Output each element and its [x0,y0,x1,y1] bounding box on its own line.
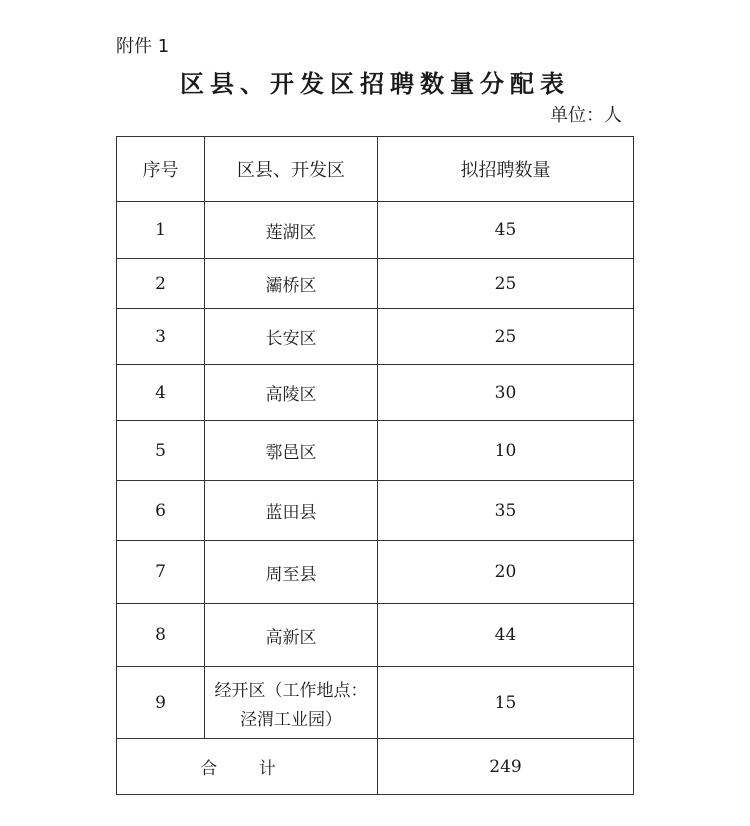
column-header-district: 区县、开发区 [205,137,378,202]
row-count: 20 [378,541,634,604]
row-count: 45 [378,202,634,259]
row-serial: 5 [117,421,205,481]
row-district: 高陵区 [205,365,378,421]
allocation-table [116,136,634,795]
row-district: 灞桥区 [205,259,378,309]
row-count: 10 [378,421,634,481]
row-district: 莲湖区 [205,202,378,259]
row-district: 周至县 [205,541,378,604]
row-serial: 6 [117,481,205,541]
row-count: 44 [378,604,634,667]
total-count: 249 [378,739,634,795]
row-serial: 1 [117,202,205,259]
total-label: 合 计 [117,739,378,795]
table-row [117,667,634,739]
column-header-serial: 序号 [117,137,205,202]
total-row [117,739,634,795]
table-row [117,202,634,259]
table-row [117,481,634,541]
row-count: 35 [378,481,634,541]
attachment-label: 附件 1 [116,36,170,57]
row-serial: 2 [117,259,205,309]
row-count: 30 [378,365,634,421]
row-district: 蓝田县 [205,481,378,541]
page-title: 区县、开发区招聘数量分配表 [180,69,570,98]
table-row [117,604,634,667]
row-serial: 7 [117,541,205,604]
row-district [205,667,378,739]
row-count: 25 [378,259,634,309]
row-serial: 8 [117,604,205,667]
table-row [117,309,634,365]
table-row [117,421,634,481]
table-header-row [117,137,634,202]
row-count: 25 [378,309,634,365]
table-row [117,541,634,604]
row-serial: 9 [117,667,205,739]
table-row [117,259,634,309]
row-count: 15 [378,667,634,739]
unit-label: 单位：人 [550,105,622,126]
row-district: 鄠邑区 [205,421,378,481]
row-district: 长安区 [205,309,378,365]
row-serial: 4 [117,365,205,421]
row-district-line: 经开区（工作地点： [214,680,368,701]
table-row [117,365,634,421]
row-district-line: 泾渭工业园） [240,709,342,730]
row-district: 高新区 [205,604,378,667]
column-header-count: 拟招聘数量 [378,137,634,202]
row-serial: 3 [117,309,205,365]
